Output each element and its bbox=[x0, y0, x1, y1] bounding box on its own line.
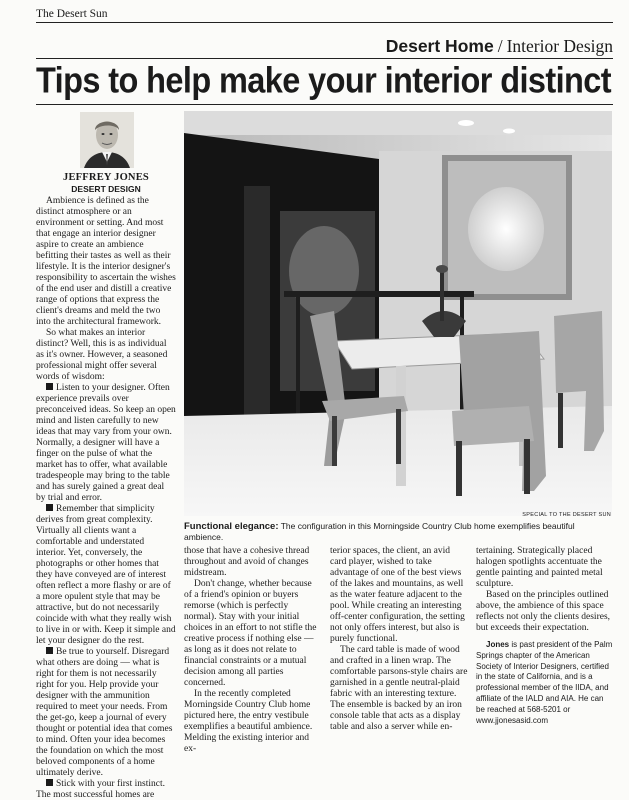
paragraph: Remember that simplicity derives from great complexity. Virtually all clients want a comfortable and understated interior. Yet, conversely, the photographs or other homes that they have conveyed are of interest often reflect a more flashy or are of a more opulent style that may be attractive, but do not necessarily coincide with what they really wish to live in or with. Keep it simple and let your designer do the rest. bbox=[36, 504, 176, 646]
paragraph: Don't change, whether because of a friend's opinion or buyers remorse (which is perfectly normal). Stay with your initial choices in an effort to not stifle the creative process if nothing else — as long as it does not relate to financial constraints or a mutual decision among all parties concerned. bbox=[184, 579, 317, 688]
section-header bbox=[386, 36, 613, 57]
paragraph: Stick with your first instinct. The most successful homes are bbox=[36, 779, 165, 800]
article-column-1 bbox=[36, 196, 176, 800]
bullet-square-icon bbox=[46, 647, 53, 654]
author-bio bbox=[476, 640, 613, 726]
bullet-square-icon bbox=[46, 383, 53, 390]
photo-credit: SPECIAL TO THE DESERT SUN bbox=[522, 512, 611, 518]
photo-caption bbox=[184, 521, 616, 542]
paragraph: Listen to your designer. Often experience prevails over preconceived ideas. So keep an open mind and listen carefully to new ideas that may vary from your own. Normally, a designer will have a finger on the pulse of what the market has to offer, what available tradespeople may bring to the table and has surely gained a great deal by trial and error. bbox=[36, 383, 176, 503]
article-column-3 bbox=[330, 546, 468, 733]
section-divider: / bbox=[497, 36, 503, 56]
author-name: JEFFREY JONES bbox=[63, 172, 149, 183]
paragraph: The card table is made of wood and crafted in a linen wrap. The comfortable parsons-style chairs are garnished in a gentle neutral-plaid fabric with an interesting texture. The ensemble is backed by an iron console table that acts as a display table and also a server while en- bbox=[330, 645, 468, 732]
paragraph: Based on the principles outlined above, the ambience of this space reflects not only the clients desires, but exceeds their expectation. bbox=[476, 590, 611, 633]
section-secondary: Interior Design bbox=[506, 36, 613, 56]
article-column-4 bbox=[476, 546, 613, 726]
top-rule bbox=[36, 22, 613, 23]
bullet-square-icon bbox=[46, 779, 53, 786]
caption-lead: Functional elegance: bbox=[184, 521, 279, 532]
article-column-2 bbox=[184, 546, 322, 755]
paragraph: Ambience is defined as the distinct atmosphere or an environment or setting. And most that engage an interior designer aspire to create an ambience befitting their tastes as well as their lifestyle. It is the interior designer's responsibility to ascertain the wishes of the end user and distill a creative range of options that express the client's dreams and meld the two into the architectural framework. bbox=[36, 196, 176, 327]
paragraph: tertaining. Strategically placed halogen spotlights accentuate the gentle painting and painted metal sculpture. bbox=[476, 546, 603, 589]
caption-text: The configuration in this Morningside Country Club home exemplifies beautiful ambience. bbox=[184, 521, 575, 542]
paragraph: Be true to yourself. Disregard what others are doing — what is right for them is not necessarily right for you. Help provide your designer with the ammunition required to meet your needs. From the get-go, keep a journal of every thought or potential idea that comes to mind. Often your idea becomes the foundation on which the most beloved components of a home ultimately derive. bbox=[36, 647, 173, 778]
paragraph: So what makes an interior distinct? Well, this is as individual as it's owner. However, a seasoned professional might offer several words of wisdom: bbox=[36, 328, 168, 382]
headline: Tips to help make your interior distinct bbox=[36, 60, 611, 101]
bio-name: Jones bbox=[486, 640, 510, 649]
interior-photo bbox=[184, 111, 612, 516]
bio-text: is past president of the Palm Springs chapter of the American Society of Interior Designers, certified in the state of California, and is a professional member of the IIDA, and affiliate of the IALD and AIA. He can be reached at 568-5201 or www.jjonesasid.com bbox=[476, 640, 613, 725]
headline-rule bbox=[36, 104, 613, 105]
paragraph: terior spaces, the client, an avid card player, wished to take advantage of one of the best views of the lakes and mountains, as well as the water feature adjacent to the pool. While creating an interesting off-center configuration, the setting not only offers interest, but also is purely functional. bbox=[330, 546, 465, 644]
paragraph: those that have a cohesive thread throughout and avoid of changes midstream. bbox=[184, 546, 310, 578]
author-headshot bbox=[80, 112, 134, 168]
author-title: DESERT DESIGN bbox=[71, 184, 141, 194]
bullet-square-icon bbox=[46, 504, 53, 511]
paragraph: In the recently completed Morningside Country Club home pictured here, the entry vestibule exemplifies a beautiful ambience. Melding the existing interior and ex- bbox=[184, 689, 313, 754]
section-primary: Desert Home bbox=[385, 36, 494, 56]
section-rule bbox=[36, 58, 613, 59]
newspaper-name: The Desert Sun bbox=[36, 8, 108, 20]
